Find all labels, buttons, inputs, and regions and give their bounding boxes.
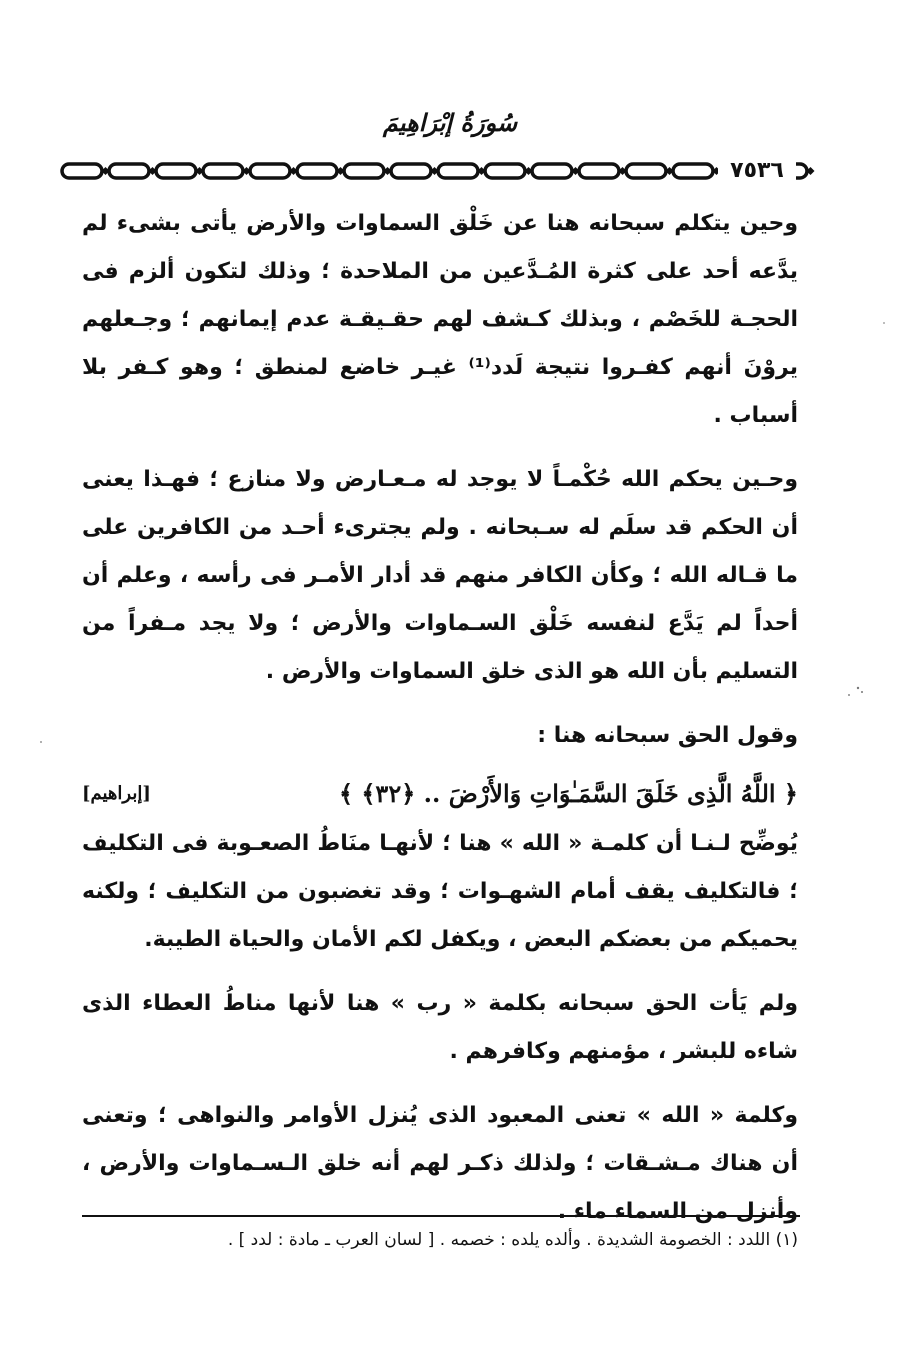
quran-verse: ﴿ اللَّهُ الَّذِى خَلَقَ السَّمَـٰوَاتِ وَالأَرْضَ .. ﴿٣٢﴾ ﴾ [338, 779, 798, 808]
paragraph-6: وكلمة « الله » تعنى المعبود الذى يُنزل الأوامر والنواهى ؛ وتعنى أن هناك مـشـقات ؛ ولذلك ذكـر لهم أنه خلق الـسـماوات والأرض ، وأنزل من السماء ماء . [82, 1103, 798, 1224]
page-number: ٧٥٣٦ [718, 156, 796, 186]
footnote: (١) اللدد : الخصومة الشديدة . وألده يلده : خصمه . [ لسان العرب ـ مادة : لدد ] . [227, 1230, 798, 1250]
surah-title: سُورَةُ إبْرَاهِيمَ [382, 108, 518, 137]
paragraph-5: ولم يَأت الحق سبحانه بكلمة « رب » هنا لأنها مناطُ العطاء الذى شاءه للبشر ، مؤمنهم وكافرهم . [82, 991, 798, 1064]
verse-reference: [إبراهيم] [82, 783, 151, 804]
paragraph-4: يُوضِّح لـنـا أن كلمـة « الله » هنا ؛ لأنهـا منَاطُ الصعـوبة فى التكليف ؛ فالتكليف يقف أمام الشهـوات ؛ وقد تغضبون من التكليف ؛ ولكنه يحميكم من بعضكم البعض ، ويكفل لكم الأمان والحياة الطيبة. [82, 831, 798, 952]
paragraph-1: وحين يتكلم سبحانه هنا عن خَلْق السماوات والأرض يأتى بشىء لم يدَّعه أحد على كثرة المُـدَّعين من الملاحدة ؛ وذلك لتكون ألزم فى الحجـة للخَصْم ، وبذلك كـشف لهم حقـيقـة عدم إيمانهم ؛ وجـعلهم يروْنَ أنهم كفـروا نتيجة لَدد⁽¹⁾ غيـر خاضع لمنطق ؛ وهو كـفر بلا أسباب . [82, 211, 798, 428]
paragraph-2: وحـين يحكم الله حُكْمـاً لا يوجد له مـعـارض ولا منازع ؛ فهـذا يعنى أن الحكم قد سلَم له سـبحانه . ولم يجترىء أحـد من الكافرين على ما قـاله الله ؛ وكأن الكافر منهم قد أدار الأمـر فى رأسه ، وعلم أن أحداً لم يَدَّع لنفسه خَلْق السـماوات والأرض ؛ ولا يجد مـفراً من التسليم بأن الله هو الذى خلق السماوات والأرض . [82, 467, 798, 684]
paragraph-3: وقول الحق سبحانه هنا : [537, 723, 798, 748]
